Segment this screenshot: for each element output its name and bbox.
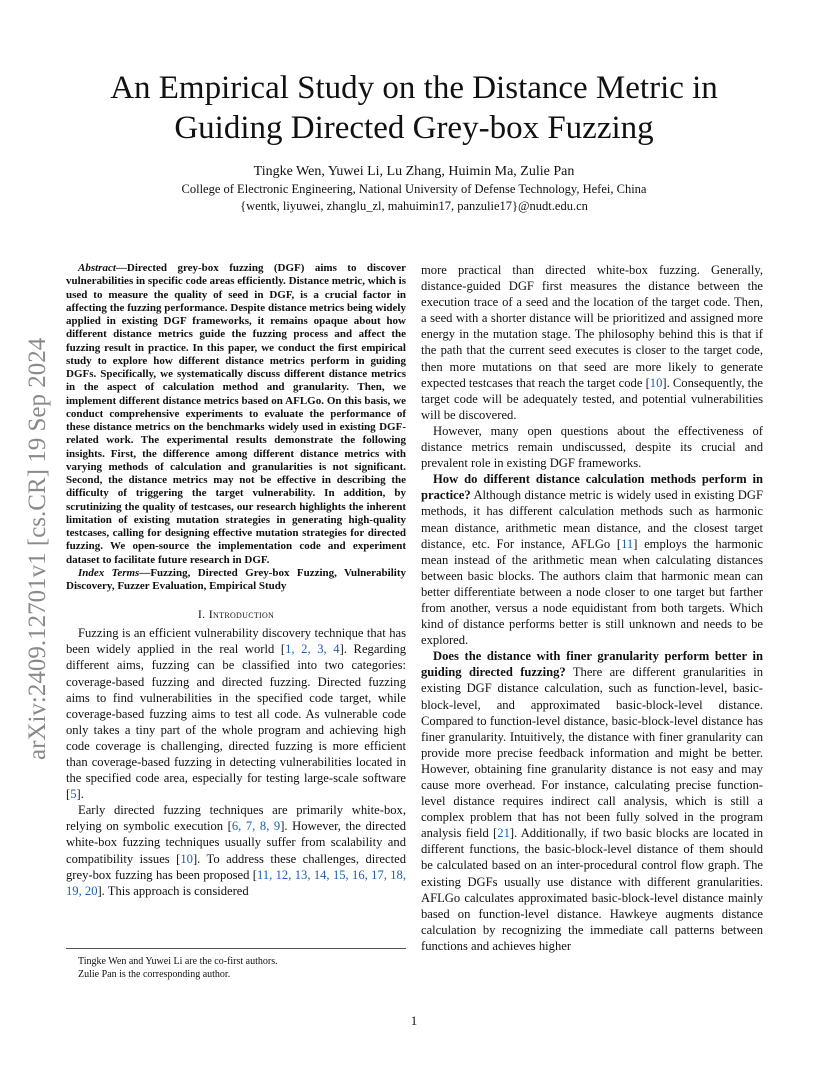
section-heading-introduction (66, 607, 406, 621)
citation-link[interactable]: 6, 7, 8, 9 (231, 819, 281, 834)
index-terms-lead: Index Terms (78, 566, 140, 579)
question-heading: Does the distance with finer granularity perform better in guiding directed fuzzing? (421, 649, 763, 680)
left-column (66, 262, 406, 899)
footnote-cofirst: Tingke Wen and Yuwei Li are the co-first authors. (78, 956, 278, 967)
author-emails: {wentk, liyuwei, zhanglu_zl, mahuimin17, panzulie17}@nudt.edu.cn (240, 199, 588, 213)
abstract (66, 262, 406, 567)
section-title: Introduction (208, 607, 275, 622)
paper-title: An Empirical Study on the Distance Metric in Guiding Directed Grey-box Fuzzing (110, 70, 718, 146)
citation-link[interactable]: 10 (649, 375, 663, 390)
citation-link[interactable]: 21 (497, 826, 510, 841)
page-number: 1 (410, 1013, 418, 1028)
right-column (421, 262, 763, 954)
question-heading: How do different distance calculation methods perform in practice? (421, 472, 763, 503)
footnote-corresponding: Zulie Pan is the corresponding author. (78, 969, 231, 980)
intro-paragraph-1: Fuzzing is an efficient vulnerability discovery technique that has been widely applied in the real world [1, 2, 3, 4]. Regarding different aims, fuzzing can be classified into two categories: coverage-based fuzzing and directed fuzzing. Directed fuzzing aims to find vulnerabilities in the specified code target, while coverage-based fuzzing aims to test all code. As vulnerable code only takes a tiny part of the whole program and achieving high code coverage is challenging, directed fuzzing is more efficient than coverage-based fuzzing in detecting vulnerabilities located in the specified code area, especially for testing large-scale software [5]. (66, 626, 406, 802)
question-granularity: Does the distance with finer granularity perform better in guiding directed fuzzing? There are different granularities in existing DGF distance calculation, such as function-level, basic-block-level, and approximated basic-block-level distance. Compared to function-level distance, basic-block-level distance has finer granularity. Intuitively, the distance with finer granularity can provide more precise feedback information and might be better. However, obtaining fine granularity distance is not easy and may cause more overhead. For instance, calculating precise function-level distance requires indirect call analysis, which is still a complex problem that has not been fully solved in the program analysis field [21]. Additionally, if two basic blocks are located in different functions, the basic-block-level distance of them should be calculated based on an inter-procedural control flow graph. The existing DGFs usually use distance with different granularities. AFLGo calculates approximated basic-block-level distance mainly based on function-level distance. Hawkeye augments distance calculation by recognizing the immediate call patterns between functions and achieves higher (421, 649, 763, 953)
question-calculation-methods: How do different distance calculation methods perform in practice? Although distance metric is widely used in existing DGF methods, it has different calculation methods such as harmonic mean distance, arithmetic mean distance, and the closest target distance, etc. For instance, AFLGo [11] employs the harmonic mean instead of the arithmetic mean when calculating distances between basic blocks. The authors claim that harmonic mean can better differentiate between a node closer to one target but farther from another, versus a node equidistant from both targets. Which kind of distance performs better is still unknown and needs to be explored. (421, 472, 763, 648)
index-terms (66, 567, 406, 594)
intro-paragraph-4: However, many open questions about the effectiveness of distance metrics remain undiscussed, despite its crucial and prevalent role in existing DGF frameworks. (421, 423, 763, 471)
author-list: Tingke Wen, Yuwei Li, Lu Zhang, Huimin Ma, Zulie Pan (253, 164, 575, 179)
citation-link[interactable]: 11, 12, 13, 14, 15, 16, 17, 18, 19, 20 (66, 867, 407, 898)
index-terms-text: —Fuzzing, Directed Grey-box Fuzzing, Vulnerability Discovery, Fuzzer Evaluation, Empirical Study (66, 566, 406, 592)
arxiv-stamp[interactable]: arXiv:2409.12701v1 [cs.CR] 19 Sep 2024 (24, 337, 51, 760)
footnotes (66, 948, 406, 981)
citation-link[interactable]: 11 (621, 536, 634, 551)
abstract-text: —Directed grey-box fuzzing (DGF) aims to discover vulnerabilities in specific code areas efficiently. Distance metric, which is used to measure the quality of seed in DGF, is a crucial factor in affecting the fuzzing performance. Despite distance metrics being widely applied in existing DGF frameworks, it remains opaque about how different distance metrics guide the fuzzing process and affect the fuzzing result in practice. In this paper, we conduct the first empirical study to explore how different distance metrics perform in guiding DGFs. Specifically, we systematically discuss different distance metrics in the aspect of calculation method and granularity. Then, we implement different distance metrics based on AFLGo. On this basis, we conduct comprehensive experiments to evaluate the performance of these distance metrics on the benchmarks widely used in existing DGF-related work. The experimental results demonstrate the following insights. First, the difference among different distance metrics with varying methods of calculation and granularities is not significant. Second, the distance metrics may not be effective in describing the difficulty of triggering the target vulnerability. In addition, by scrutinizing the quality of testcases, our research highlights the inherent limitation of existing mutation strategies in generating high-quality testcases, calling for designing effective mutation strategies for directed fuzzing. We open-source the implementation code and experiment dataset to facilitate future research in DGF. (66, 262, 406, 566)
intro-paragraph-3: more practical than directed white-box fuzzing. Generally, distance-guided DGF first measures the distance between the execution trace of a seed and the location of the target code. Then, a seed with a shorter distance will be prioritized and assigned more energy in the mutation stage. The philosophy behind this is that if the path that the current seed executes is closer to the target code, then more mutations on that seed are more likely to generate expected testcases that reach the target code [10]. Consequently, the target code will be adequately tested, and potential vulnerabilities will be discovered. (421, 263, 764, 422)
intro-paragraph-2: Early directed fuzzing techniques are primarily white-box, relying on symbolic execution [6, 7, 8, 9]. However, the directed white-box fuzzing techniques usually suffer from scalability and compatibility issues [10]. To address these challenges, directed grey-box fuzzing has been proposed [11, 12, 13, 14, 15, 16, 17, 18, 19, 20]. This approach is considered (66, 803, 407, 898)
citation-link[interactable]: 10 (180, 851, 193, 866)
citation-link[interactable]: 5 (70, 787, 77, 802)
citation-link[interactable]: 1, 2, 3, 4 (285, 642, 340, 657)
abstract-lead: Abstract (78, 262, 116, 274)
affiliation: College of Electronic Engineering, National University of Defense Technology, Hefei, China (181, 182, 647, 196)
section-number: I. (197, 607, 206, 622)
